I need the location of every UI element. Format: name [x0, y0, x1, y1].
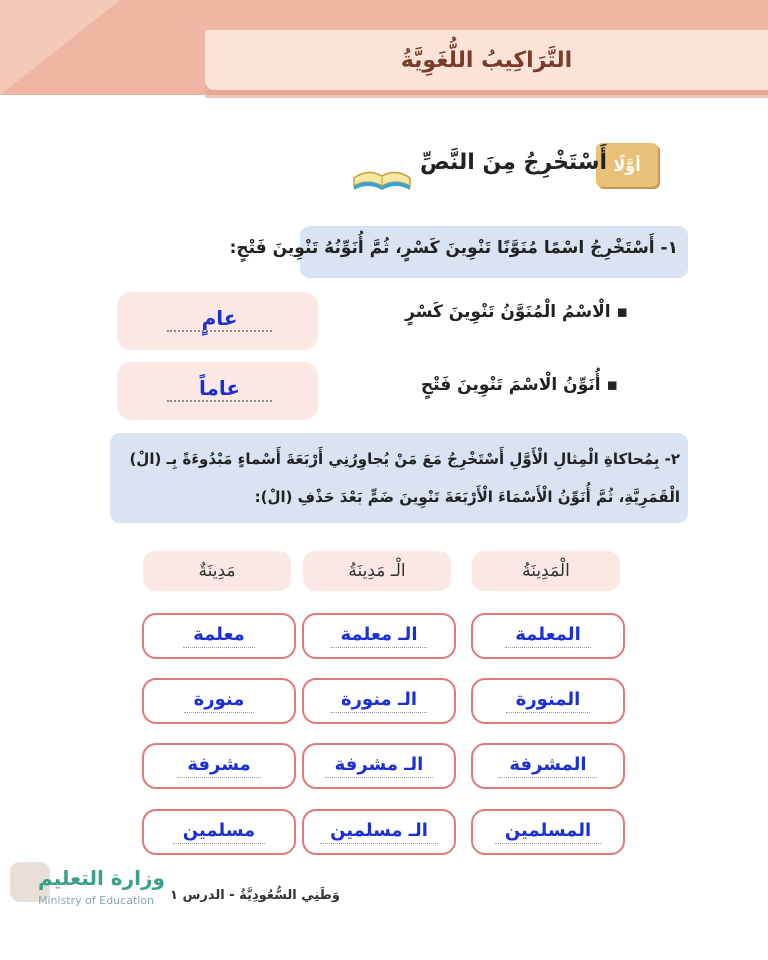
cell-text: المسلمين — [495, 820, 601, 844]
question1-item1-label: ▪ الْاسْمُ الْمُنَوَّنُ تَنْوِينَ كَسْرٍ — [405, 302, 628, 322]
cell-text: معلمة — [183, 624, 255, 648]
footer-lesson-label: وَطَنِي السُّعُودِيَّةُ - الدرس ١ — [170, 888, 340, 903]
table-cell[interactable] — [142, 613, 296, 659]
cell-text: المعلمة — [505, 624, 591, 648]
cell-text: المشرفة — [499, 754, 596, 778]
cell-text: منورة — [184, 689, 255, 713]
column-header-1-label: الْمَدِينَةُ — [522, 561, 570, 581]
section-badge-label: أوَّلًا — [613, 155, 641, 175]
column-header-2-label: الْـ مَدِينَةُ — [348, 561, 406, 581]
header-shadow — [205, 90, 768, 98]
table-cell[interactable] — [142, 809, 296, 855]
cell-text: مسلمين — [173, 820, 265, 844]
cell-text: مشرفة — [177, 754, 260, 778]
answer-box-1[interactable] — [117, 292, 318, 350]
table-cell[interactable] — [471, 678, 625, 724]
question1-text: ١- أَسْتَخْرِجُ اسْمًا مُنَوَّنًا تَنْوِينَ كَسْرٍ، ثُمَّ أُنَوِّنُهُ تَنْوِينَ فَتْحٍ: — [229, 238, 678, 258]
table-cell[interactable] — [302, 743, 456, 789]
cell-text: المنورة — [506, 689, 591, 713]
section-title: أَسْتَخْرِجُ مِنَ النَّصِّ — [420, 150, 608, 175]
answer-box-2[interactable] — [117, 362, 318, 420]
table-cell[interactable] — [302, 809, 456, 855]
column-header-2 — [303, 551, 451, 591]
table-cell[interactable] — [471, 743, 625, 789]
table-cell[interactable] — [302, 613, 456, 659]
cell-text: الـ معلمة — [331, 624, 428, 648]
answer-2: عاماً — [167, 376, 272, 402]
ministry-logo-arabic: وزارة التعليم — [38, 866, 165, 890]
table-cell[interactable] — [471, 613, 625, 659]
question2-line1: ٢- بِمُحاكاةِ الْمِثالِ الْأَوَّلِ أَسْتَخْرِجُ مَعَ مَنْ يُجاوِرُنِي أَرْبَعَةَ أَسْماءٍ مَبْدُوءَةً بِـ (الْ) — [129, 450, 680, 468]
question2-box — [110, 433, 688, 523]
ministry-logo-english: Ministry of Education — [38, 894, 155, 907]
open-book-icon — [350, 160, 414, 196]
table-cell[interactable] — [142, 743, 296, 789]
table-cell[interactable] — [302, 678, 456, 724]
answer-1: عامٍ — [167, 306, 272, 332]
page-title: التَّرَاكِيبُ اللُّغَوِيَّةُ — [400, 47, 573, 73]
column-header-1 — [472, 551, 620, 591]
header-stripe — [0, 0, 120, 95]
question2-line2: الْقَمَرِيَّةِ، ثُمَّ أُنَوِّنُ الْأَسْمَاءَ الْأَرْبَعَةَ تَنْوِينَ ضَمٍّ بَعْدَ حَذْفِ (الْ): — [254, 488, 680, 506]
table-cell[interactable] — [471, 809, 625, 855]
table-cell[interactable] — [142, 678, 296, 724]
cell-text: الـ منورة — [331, 689, 427, 713]
cell-text: الـ مشرفة — [325, 754, 434, 778]
cell-text: الـ مسلمين — [320, 820, 438, 844]
column-header-3-label: مَدِينَةٌ — [198, 561, 236, 581]
column-header-3 — [143, 551, 291, 591]
header-title-box — [205, 30, 768, 90]
question1-item2-label: ▪ أُنَوِّنُ الْاسْمَ تَنْوِينَ فَتْحٍ — [420, 375, 618, 395]
